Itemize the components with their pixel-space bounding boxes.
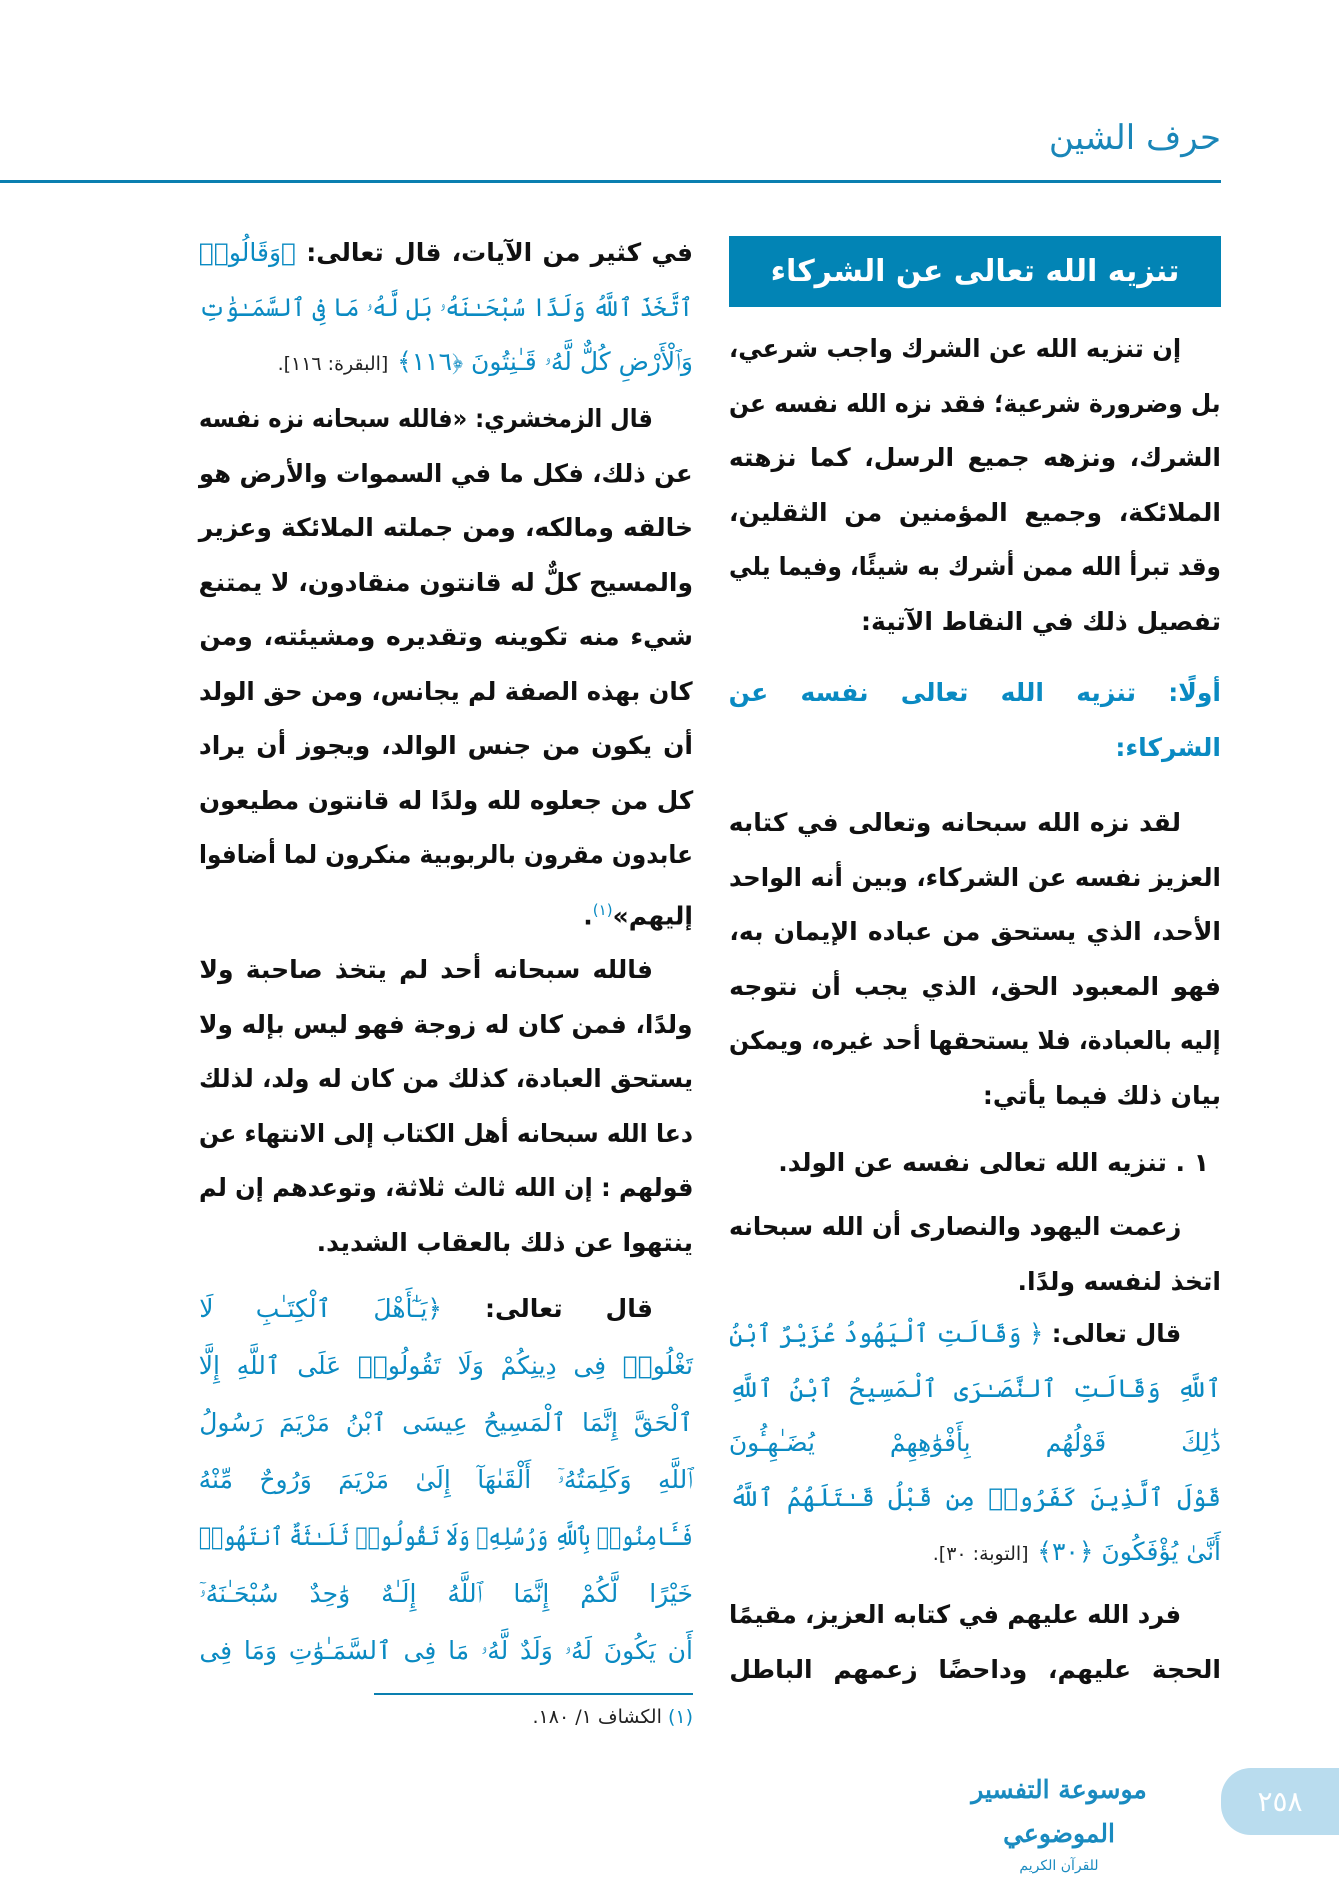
text-line-content: ولدًا، فمن كان له زوجة فهو ليس بإله ولا — [199, 1009, 693, 1039]
text-line — [199, 719, 693, 774]
text-line — [729, 1588, 1221, 1643]
text-line-content: فالله سبحانه أحد لم يتخذ صاحبة ولا — [199, 955, 653, 984]
text-line — [729, 322, 1221, 377]
text-line — [199, 610, 693, 665]
text-line — [729, 666, 1221, 721]
quran-verse-line: قَوْلَ ٱلَّذِينَ كَفَرُوا۟ مِن قَبْلُ قَـٰتَلَهُمُ ٱللَّهُ — [729, 1482, 1221, 1512]
text-line-content: زعمت اليهود والنصارى أن الله سبحانه — [728, 1212, 1181, 1241]
footnote-ref[interactable]: (١) — [592, 900, 613, 919]
text-line — [199, 665, 693, 720]
quran-verse-line: خَيْرًا لَّكُمْ إِنَّمَا ٱللَّهُ إِلَـٰهٌ وَٰحِدٌ سُبْحَـٰنَهُۥٓ — [199, 1579, 693, 1608]
text-line — [199, 1337, 693, 1394]
text-line — [729, 796, 1221, 851]
paragraph-lines — [199, 392, 693, 883]
text-line — [729, 595, 1221, 650]
paragraph-text: إليهم» — [612, 900, 693, 930]
text-line — [199, 1394, 693, 1451]
text-line — [199, 556, 693, 611]
quote-intro: قال تعالى: — [1043, 1319, 1181, 1348]
quran-verse-line: ٱللَّهِ وَقَالَتِ ٱلنَّصَـٰرَى ٱلْمَسِيحُ ٱبْنُ ٱللَّهِ — [729, 1373, 1221, 1403]
quran-verse-line: أَنَّىٰ يُؤْفَكُونَ ﴿٣٠﴾ — [1037, 1537, 1221, 1566]
text-line — [729, 377, 1221, 432]
text-line — [729, 905, 1221, 960]
text-line-content: الأحد، الذي يستحق من عباده الإيمان به، — [729, 917, 1221, 946]
text-line — [729, 851, 1221, 906]
text-line-content: خالقه ومالكه، ومن جملته الملائكة وعزير — [198, 513, 693, 542]
paragraph — [729, 796, 1221, 1123]
verse-reference: [التوبة: ٣٠]. — [932, 1543, 1029, 1565]
text-line — [729, 1200, 1221, 1255]
text-line — [729, 486, 1221, 541]
paragraph — [729, 1588, 1221, 1697]
footnote-text: الكشاف ١/ ١٨٠. — [532, 1706, 662, 1728]
encyclopedia-logo — [934, 1768, 1184, 1874]
text-line — [199, 392, 693, 447]
text-line-content: والمسيح كلٌّ له قانتون منقادون، لا يمتنع — [198, 567, 693, 597]
quran-verse-line: أَن يَكُونَ لَهُۥ وَلَدٌ لَّهُۥ مَا فِى ٱلسَّمَـٰوَٰتِ وَمَا فِى — [199, 1636, 693, 1665]
text-line-content: ينتهوا عن ذلك بالعقاب الشديد. — [316, 1227, 693, 1257]
page-number — [1221, 1768, 1339, 1835]
text-line — [729, 1255, 1221, 1310]
quran-verse-line: فَـَٔامِنُوا۟ بِٱللَّهِ وَرُسُلِهِۦ وَلَا تَقُولُوا۟ ثَلَـٰثَةٌ ٱنتَهُوا۟ — [199, 1522, 693, 1551]
text-line-content: الشرك، ونزهه جميع الرسل، كما نزهته — [728, 443, 1221, 472]
text-line-content: فرد الله عليهم في كتابه العزيز، مقيمًا — [728, 1600, 1181, 1629]
text-line — [199, 1216, 693, 1271]
text-line — [199, 501, 693, 556]
quran-verse-line: وَٱلْأَرْضِ كُلٌّ لَّهُۥ قَـٰنِتُونَ ﴿١١٦﴾ — [397, 347, 693, 376]
text-line — [199, 1508, 693, 1565]
quran-verse-line: ﴿ وَقَالَتِ ٱلْيَهُودُ عُزَيْرٌ ٱبْنُ — [728, 1319, 1044, 1348]
paragraph — [729, 1200, 1221, 1309]
footnote-number: (١) — [667, 1706, 693, 1728]
text-line-content: إن تنزيه الله عن الشرك واجب شرعي، — [728, 334, 1181, 363]
logo-subtitle: للقرآن الكريم — [1019, 1858, 1099, 1874]
footnote-rule — [374, 1693, 693, 1695]
text-line-content: وقد تبرأ الله ممن أشرك به شيئًا، وفيما يلي — [729, 552, 1221, 581]
quran-quote — [199, 226, 693, 390]
text-line-content: شيء منه تكوينه وتقديره ومشيئته، ومن — [199, 622, 693, 651]
right-column — [729, 0, 1221, 1890]
text-line-content: قولهم : إن الله ثالث ثلاثة، وتوعدهم إن لم — [198, 1173, 693, 1202]
left-column — [199, 0, 693, 1890]
logo-title: موسوعة التفسير الموضوعي — [971, 1775, 1147, 1848]
text-line — [199, 1280, 693, 1337]
quran-verse-line: ﴿وَقَالُوا۟ — [198, 238, 297, 267]
text-line — [729, 1069, 1221, 1124]
text-line-content: الملائكة، وجميع المؤمنين من الثقلين، — [728, 497, 1221, 527]
text-line-content: عابدون مقرون بالربوبية منكرون لما أضافوا — [198, 840, 693, 869]
text-line — [199, 943, 693, 998]
text-line — [729, 960, 1221, 1015]
text-line-content: فهو المعبود الحق، الذي يجب أن نتوجه — [729, 971, 1221, 1001]
text-line-content: أن يكون من جنس الوالد، ويجوز أن يراد — [198, 731, 693, 760]
text-line-content: بيان ذلك فيما يأتي: — [982, 1080, 1221, 1110]
text-line — [729, 721, 1221, 776]
text-line — [199, 1622, 693, 1679]
text-line-content: إليه بالعبادة، فلا يستحقها أحد غيره، ويمكن — [729, 1026, 1221, 1055]
paragraph — [729, 322, 1221, 649]
quran-verse-line: ٱلْحَقَّ إِنَّمَا ٱلْمَسِيحُ عِيسَى ٱبْنُ مَرْيَمَ رَسُولُ — [199, 1408, 693, 1437]
text-line — [199, 1052, 693, 1107]
text-line — [729, 1014, 1221, 1069]
verse-reference: [البقرة: ١١٦]. — [277, 353, 389, 375]
section-heading-text: تنزيه الله تعالى عن الشركاء — [770, 254, 1180, 289]
quran-verse-line: ٱتَّخَذَ ٱللَّهُ وَلَدًا سُبْحَـٰنَهُۥ بَل لَّهُۥ مَا فِى ٱلسَّمَـٰوَٰتِ — [199, 292, 693, 322]
text-line — [729, 540, 1221, 595]
list-item — [729, 1136, 1221, 1191]
text-line-content: بل وضرورة شرعية؛ فقد نزه الله نفسه عن — [729, 388, 1221, 418]
text-line-content: قال الزمخشري: «فالله سبحانه نزه نفسه — [199, 404, 653, 433]
paragraph — [199, 943, 693, 1270]
text-line — [199, 1161, 693, 1216]
text-line-content: العزيز نفسه عن الشركاء، وبين أنه الواحد — [729, 862, 1221, 892]
list-item-text: ١ . تنزيه الله تعالى نفسه عن الولد. — [778, 1148, 1209, 1177]
footnote — [374, 1706, 693, 1728]
paragraph-text: . — [583, 900, 593, 930]
text-line-content: الحجة عليهم، وداحضًا زعمهم الباطل — [729, 1654, 1221, 1684]
text-line-content: اتخذ لنفسه ولدًا. — [1017, 1266, 1221, 1296]
text-line — [199, 1451, 693, 1508]
quran-verse-line: ﴿يَـٰٓأَهْلَ ٱلْكِتَـٰبِ لَا — [199, 1294, 443, 1323]
quran-verse-line: تَغْلُوا۟ فِى دِينِكُمْ وَلَا تَقُولُوا۟ عَلَى ٱللَّهِ إِلَّا — [198, 1351, 693, 1380]
text-line-content: الشركاء: — [1115, 732, 1221, 762]
text-line — [199, 774, 693, 829]
text-line-content: عن ذلك، فكل ما في السموات والأرض هو — [199, 458, 693, 488]
quran-quote — [729, 1307, 1221, 1580]
page-number-text: ٢٥٨ — [1257, 1785, 1303, 1818]
text-line — [729, 1643, 1221, 1698]
text-line — [199, 828, 693, 883]
text-line-content: كل من جعلوه لله ولدًا له قانتون مطيعون — [198, 785, 693, 815]
text-line — [199, 1565, 693, 1622]
subheading — [729, 666, 1221, 775]
text-line-content: تفصيل ذلك في النقاط الآتية: — [861, 606, 1221, 636]
text-line-content: يستحق العبادة، كذلك من كان له ولد، لذلك — [198, 1064, 693, 1093]
chapter-title: حرف الشين — [1048, 118, 1221, 158]
quote-intro: في كثير من الآيات، قال تعالى: — [296, 238, 693, 267]
quran-quote — [199, 1280, 693, 1679]
paragraph — [199, 392, 693, 937]
text-line — [199, 1107, 693, 1162]
text-line — [199, 447, 693, 502]
text-line-content: دعا الله سبحانه أهل الكتاب إلى الانتهاء عن — [199, 1118, 693, 1148]
quote-intro: قال تعالى: — [442, 1294, 653, 1323]
text-line-content: لقد نزه الله سبحانه وتعالى في كتابه — [728, 808, 1181, 837]
quran-verse-line: ذَٰلِكَ قَوْلُهُم بِأَفْوَٰهِهِمْ يُضَـٰهِـُٔونَ — [728, 1428, 1221, 1457]
text-line-content: كان بهذه الصفة لم يجانس، ومن حق الولد — [199, 676, 693, 706]
text-line — [729, 431, 1221, 486]
text-line — [199, 998, 693, 1053]
text-line-content: أولًا: تنزيه الله تعالى نفسه عن — [728, 678, 1221, 707]
quran-verse-line: ٱللَّهِ وَكَلِمَتُهُۥٓ أَلْقَىٰهَآ إِلَىٰ مَرْيَمَ وَرُوحٌ مِّنْهُ — [198, 1465, 693, 1494]
